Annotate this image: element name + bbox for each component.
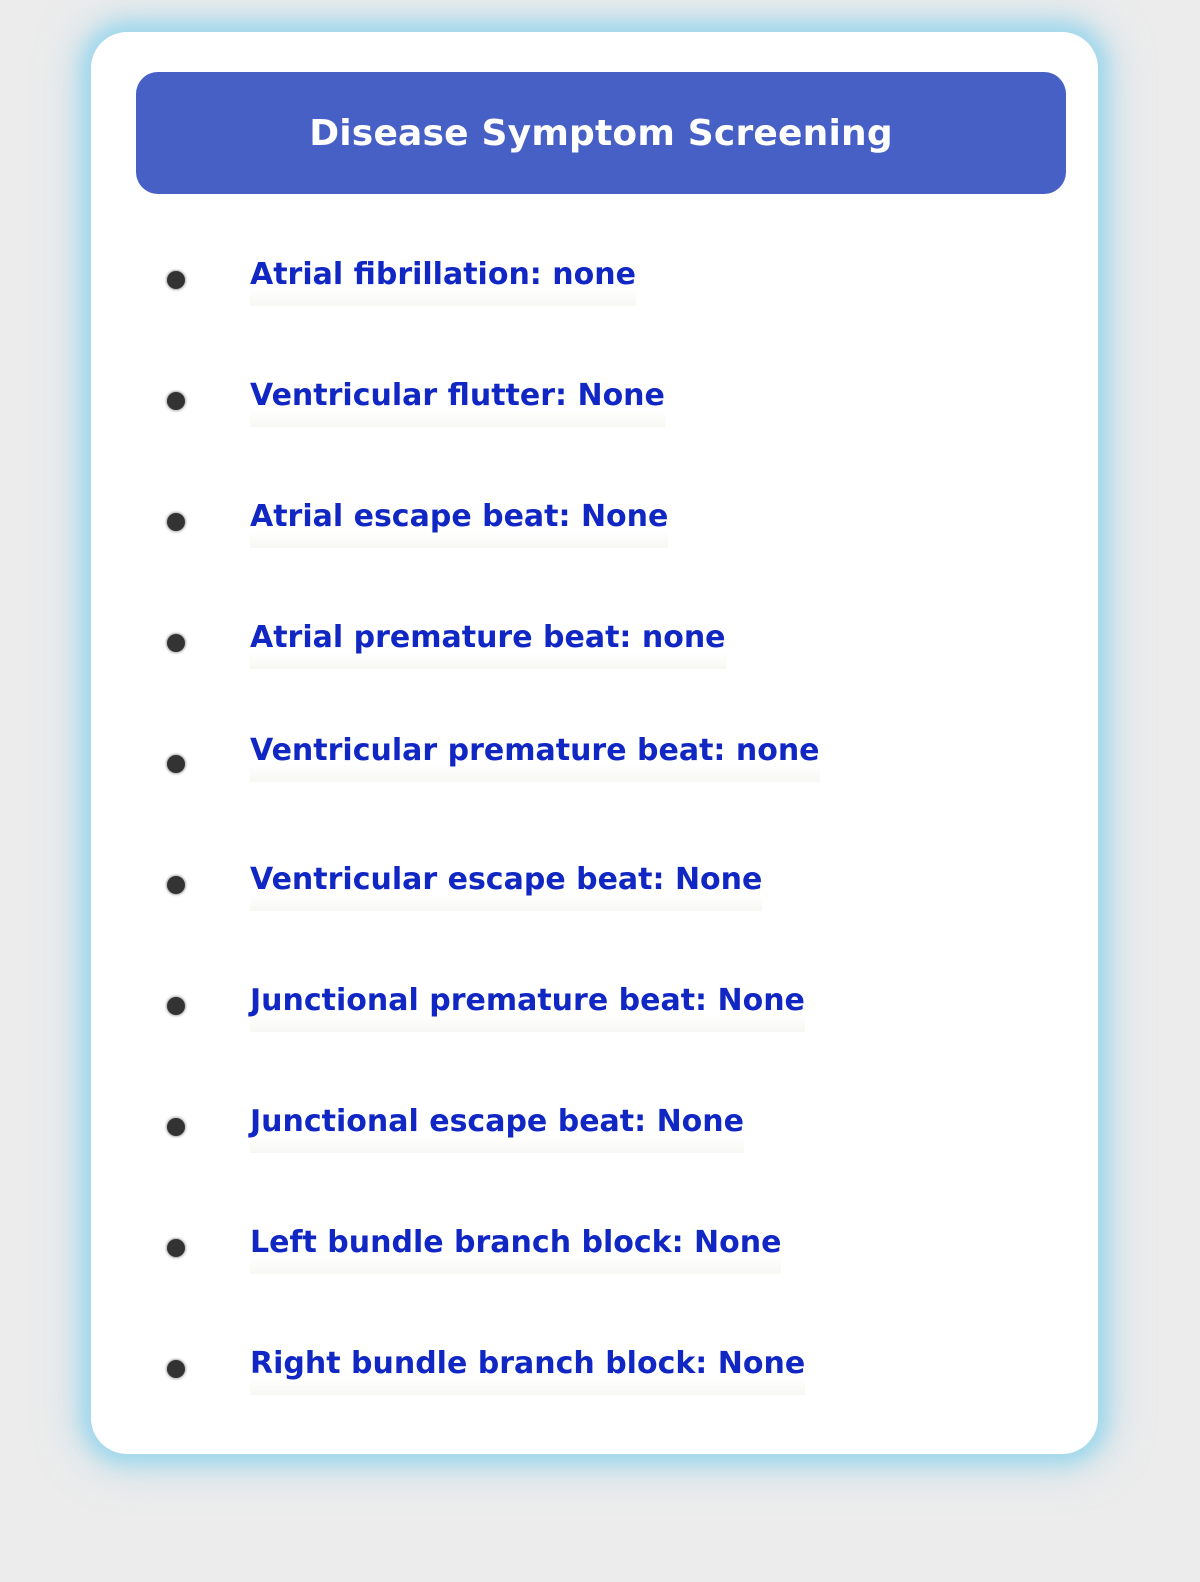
symptom-list	[91, 32, 1098, 1454]
list-item	[91, 1339, 1098, 1389]
symptom-label: Atrial premature beat: none	[250, 613, 726, 669]
bullet-icon	[167, 755, 185, 773]
symptom-label: Right bundle branch block: None	[250, 1339, 805, 1395]
symptom-label: Junctional premature beat: None	[250, 976, 805, 1032]
page-title: Disease Symptom Screening	[309, 112, 893, 154]
bullet-icon	[167, 392, 185, 410]
list-item	[91, 855, 1098, 905]
bullet-icon	[167, 271, 185, 289]
symptom-label: Junctional escape beat: None	[250, 1097, 744, 1153]
list-item	[91, 371, 1098, 421]
bullet-icon	[167, 997, 185, 1015]
list-item	[91, 734, 1098, 784]
symptom-label: Atrial fibrillation: none	[250, 250, 636, 306]
list-item	[91, 492, 1098, 542]
list-item	[91, 1218, 1098, 1268]
symptom-label: Ventricular escape beat: None	[250, 855, 762, 911]
bullet-icon	[167, 513, 185, 531]
bullet-icon	[167, 634, 185, 652]
symptom-label: Ventricular premature beat: none	[250, 726, 820, 782]
symptom-label: Left bundle branch block: None	[250, 1218, 781, 1274]
bullet-icon	[167, 1360, 185, 1378]
screening-card	[91, 32, 1098, 1454]
bullet-icon	[167, 876, 185, 894]
list-item	[91, 613, 1098, 663]
bullet-icon	[167, 1118, 185, 1136]
list-item	[91, 250, 1098, 300]
symptom-label: Ventricular flutter: None	[250, 371, 665, 427]
symptom-label: Atrial escape beat: None	[250, 492, 668, 548]
list-item	[91, 976, 1098, 1026]
bullet-icon	[167, 1239, 185, 1257]
list-item	[91, 1097, 1098, 1147]
